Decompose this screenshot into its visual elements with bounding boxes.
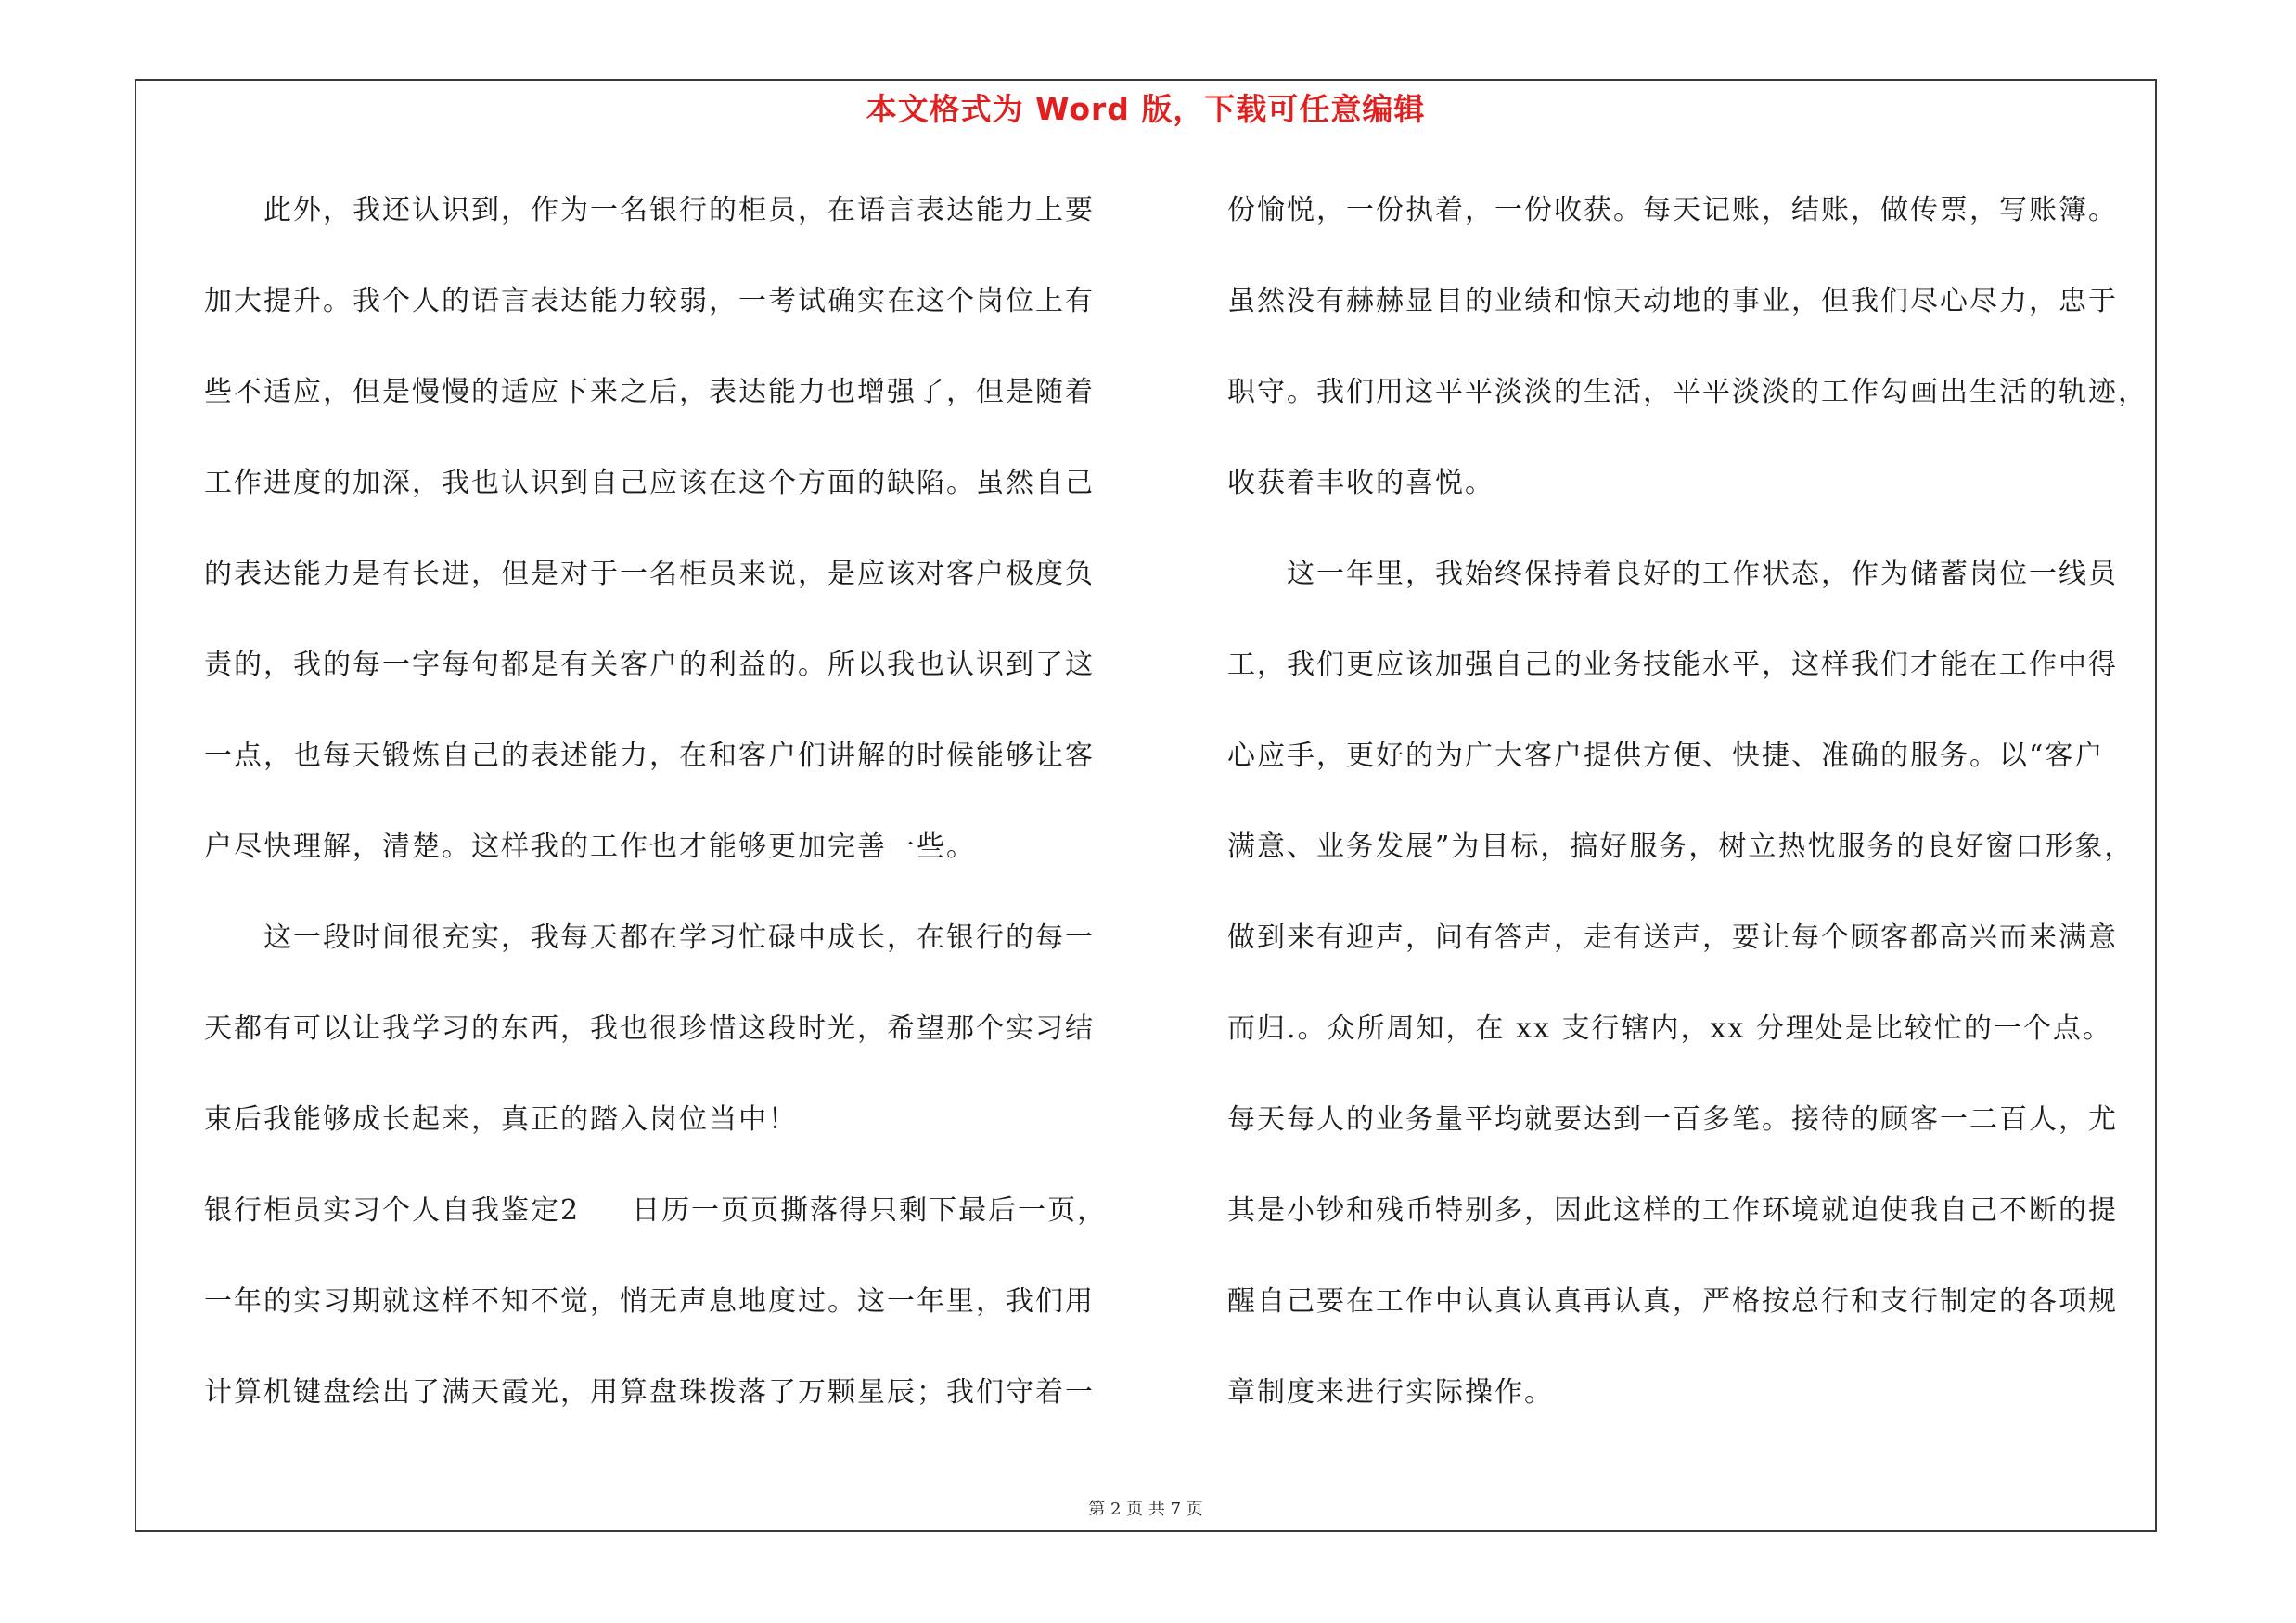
paragraph-line: 加大提升。我个人的语言表达能力较弱，一考试确实在这个岗位上有	[204, 285, 1095, 317]
format-note-heading: 本文格式为 Word 版，下载可任意编辑	[866, 91, 1426, 127]
paragraph-line: 每天每人的业务量平均就要达到一百多笔。接待的顾客一二百人，尤	[1227, 1103, 2118, 1136]
paragraph-line: 这一年里，我始终保持着良好的工作状态，作为储蓄岗位一线员	[1287, 558, 2118, 590]
paragraph-line: 计算机键盘绘出了满天霞光，用算盘珠拨落了万颗星辰；我们守着一	[204, 1376, 1095, 1409]
paragraph-line: 此外，我还认识到，作为一名银行的柜员，在语言表达能力上要	[263, 194, 1095, 226]
paragraph-line: 其是小钞和残币特别多，因此这样的工作环境就迫使我自己不断的提	[1227, 1194, 2118, 1227]
paragraph-line: 虽然没有赫赫显目的业绩和惊天动地的事业，但我们尽心尽力，忠于	[1227, 285, 2118, 317]
paragraph-line: 份愉悦，一份执着，一份收获。每天记账，结账，做传票，写账簿。	[1227, 194, 2118, 226]
right-text-column	[1227, 185, 2155, 1458]
paragraph-line: 而归.。众所周知，在 xx 支行辖内，xx 分理处是比较忙的一个点。	[1227, 1012, 2112, 1045]
paragraph-line: 束后我能够成长起来，真正的踏入岗位当中！	[204, 1103, 798, 1136]
paragraph-line: 一年的实习期就这样不知不觉，悄无声息地度过。这一年里，我们用	[204, 1285, 1095, 1318]
left-text-column	[204, 185, 1122, 1458]
paragraph-line: 这一段时间很充实，我每天都在学习忙碌中成长，在银行的每一	[263, 921, 1095, 954]
paragraph-line: 工，我们更应该加强自己的业务技能水平，这样我们才能在工作中得	[1227, 649, 2118, 681]
paragraph-line: 满意、业务发展”为目标，搞好服务，树立热忱服务的良好窗口形象，	[1227, 831, 2135, 863]
paragraph-line: 做到来有迎声，问有答声，走有送声，要让每个顾客都高兴而来满意	[1227, 921, 2118, 954]
paragraph-line: 责的，我的每一字每句都是有关客户的利益的。所以我也认识到了这	[204, 649, 1095, 681]
paragraph-line: 天都有可以让我学习的东西，我也很珍惜这段时光，希望那个实习结	[204, 1012, 1095, 1045]
paragraph-line: 户尽快理解，清楚。这样我的工作也才能够更加完善一些。	[204, 831, 976, 863]
paragraph-line: 收获着丰收的喜悦。	[1227, 467, 1494, 499]
paragraph-text: 日历一页页撕落得只剩下最后一页，	[632, 1194, 1108, 1227]
paragraph-line: 章制度来进行实际操作。	[1227, 1376, 1554, 1409]
paragraph-line: 心应手，更好的为广大客户提供方便、快捷、准确的服务。以“客户	[1227, 740, 2105, 772]
paragraph-line: 醒自己要在工作中认真认真再认真，严格按总行和支行制定的各项规	[1227, 1285, 2118, 1318]
section-title-line	[204, 1185, 1122, 1276]
paragraph-line: 工作进度的加深，我也认识到自己应该在这个方面的缺陷。虽然自己	[204, 467, 1095, 499]
section-title: 银行柜员实习个人自我鉴定2	[204, 1194, 581, 1227]
paragraph-line: 些不适应，但是慢慢的适应下来之后，表达能力也增强了，但是随着	[204, 376, 1095, 408]
paragraph-line: 的表达能力是有长进，但是对于一名柜员来说，是应该对客户极度负	[204, 558, 1095, 590]
page-number-footer: 第 2 页 共 7 页	[1088, 1500, 1203, 1519]
paragraph-line: 职守。我们用这平平淡淡的生活，平平淡淡的工作勾画出生活的轨迹，	[1227, 376, 2148, 408]
paragraph-line: 一点，也每天锻炼自己的表述能力，在和客户们讲解的时候能够让客	[204, 740, 1095, 772]
